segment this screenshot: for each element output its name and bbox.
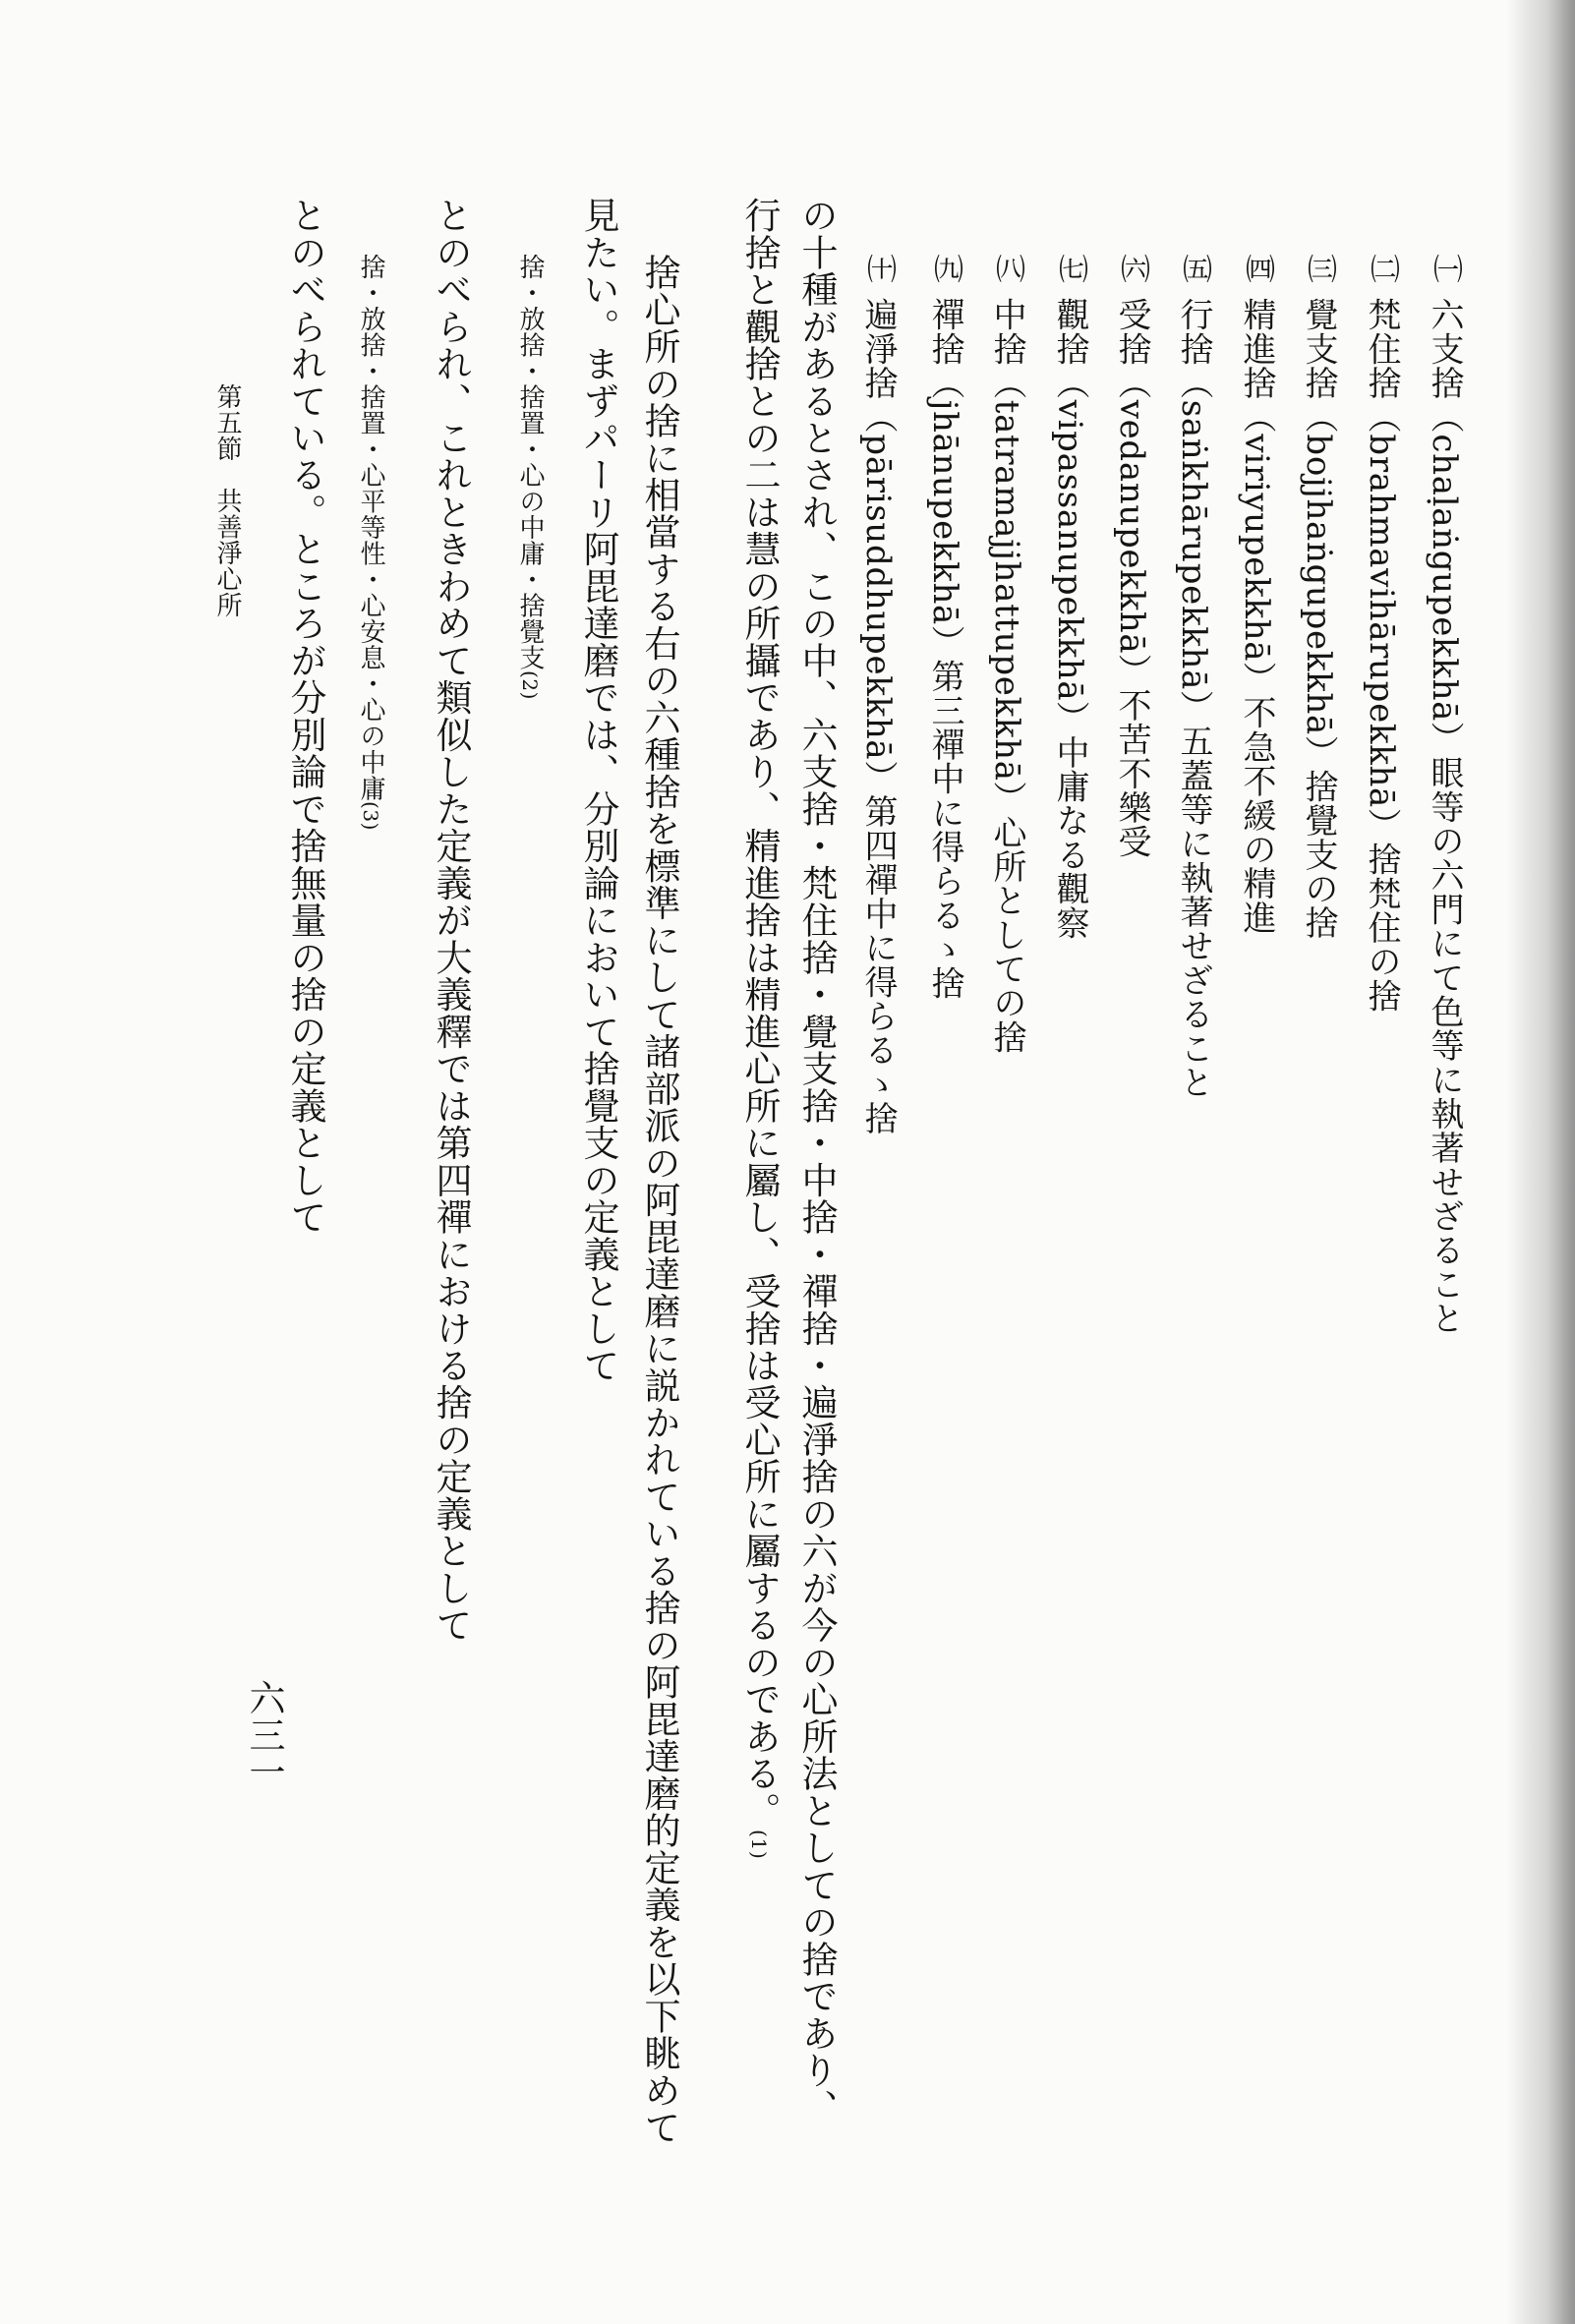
paragraph-line: とのべられ、これときわめて類似した定義が大義釋では第四禪における捨の定義として xyxy=(430,197,472,1644)
quote-text: 捨・放捨・捨置・心平等性・心安息・心の中庸 xyxy=(356,254,385,801)
list-item-text: 行捨（saṅkhārupekkhā）五蓋等に執著せざること xyxy=(1174,297,1213,1100)
list-item-text: 觀捨（vipassanupekkhā）中庸なる觀察 xyxy=(1050,297,1089,941)
paragraph-text: 行捨と觀捨との二は慧の所攝であり、精進捨は精進心所に屬し、受捨は受心所に屬するのである。 xyxy=(738,197,781,1830)
list-item xyxy=(858,254,898,1135)
list-item xyxy=(987,254,1026,1055)
paragraph-line: とのべられている。ところが分別論で捨無量の捨の定義として xyxy=(284,197,326,1236)
quote-line xyxy=(358,254,383,831)
quote-line xyxy=(517,254,543,700)
list-item xyxy=(1050,254,1089,941)
list-marker: ㈨ xyxy=(928,254,962,284)
list-item xyxy=(1174,254,1213,1100)
page-edge-shadow xyxy=(1506,0,1575,2324)
list-item-text: 受捨（vedanupekkhā）不苦不樂受 xyxy=(1112,297,1151,859)
footnote-ref: (2) xyxy=(518,670,542,701)
list-marker: ㈠ xyxy=(1428,254,1462,284)
list-item-text: 禪捨（jhānupekkhā）第三禪中に得らるゝ捨 xyxy=(925,297,964,1001)
list-item xyxy=(1299,254,1338,940)
list-marker: ㈧ xyxy=(990,254,1024,284)
list-item-text: 遍淨捨（pārisuddhupekkhā）第四禪中に得らるゝ捨 xyxy=(858,297,898,1135)
list-item-text: 六支捨（chaḷaṅgupekkhā）眼等の六門にて色等に執著せざること xyxy=(1425,297,1464,1336)
list-item-text: 精進捨（viriyupekkhā）不急不緩の精進 xyxy=(1237,297,1276,935)
list-marker: ㈥ xyxy=(1115,254,1149,284)
footnote-ref: (3) xyxy=(359,800,382,831)
list-marker: ㈣ xyxy=(1240,254,1274,284)
paragraph-line: 見たい。まずパーリ阿毘達磨では、分別論において捨覺支の定義として xyxy=(577,197,619,1384)
footnote-ref: (1) xyxy=(747,1829,771,1860)
paragraph-line xyxy=(738,197,781,1860)
list-item xyxy=(1362,254,1401,1014)
list-item xyxy=(1112,254,1151,859)
paragraph-line: の十種があるとされ、この中、六支捨・梵住捨・覺支捨・中捨・禪捨・遍淨捨の六が今の心所法としての捨であり、 xyxy=(795,197,838,2126)
list-marker: ㈤ xyxy=(1177,254,1211,284)
list-item xyxy=(1237,254,1276,935)
list-item xyxy=(925,254,964,1001)
section-footer: 第五節 共善淨心所 xyxy=(212,383,242,618)
list-marker: ㈢ xyxy=(1302,254,1336,284)
list-item-text: 中捨（tatramajjhattupekkhā）心所としての捨 xyxy=(987,297,1026,1055)
list-marker: ㈩ xyxy=(861,254,896,284)
list-marker: ㈡ xyxy=(1365,254,1399,284)
paragraph-line: 捨心所の捨に相當する右の六種捨を標準にして諸部派の阿毘達磨に説かれている捨の阿毘達磨的定義を以下眺めて xyxy=(638,254,680,2146)
list-item-text: 梵住捨（brahmavihārupekkhā）捨梵住の捨 xyxy=(1362,297,1401,1014)
list-marker: ㈦ xyxy=(1053,254,1087,284)
list-item xyxy=(1425,254,1464,1336)
list-item-text: 覺支捨（bojjhaṅgupekkhā）捨覺支の捨 xyxy=(1299,297,1338,940)
quote-text: 捨・放捨・捨置・心の中庸・捨覺支 xyxy=(515,254,545,671)
page-number: 六三一 xyxy=(243,1679,285,1791)
